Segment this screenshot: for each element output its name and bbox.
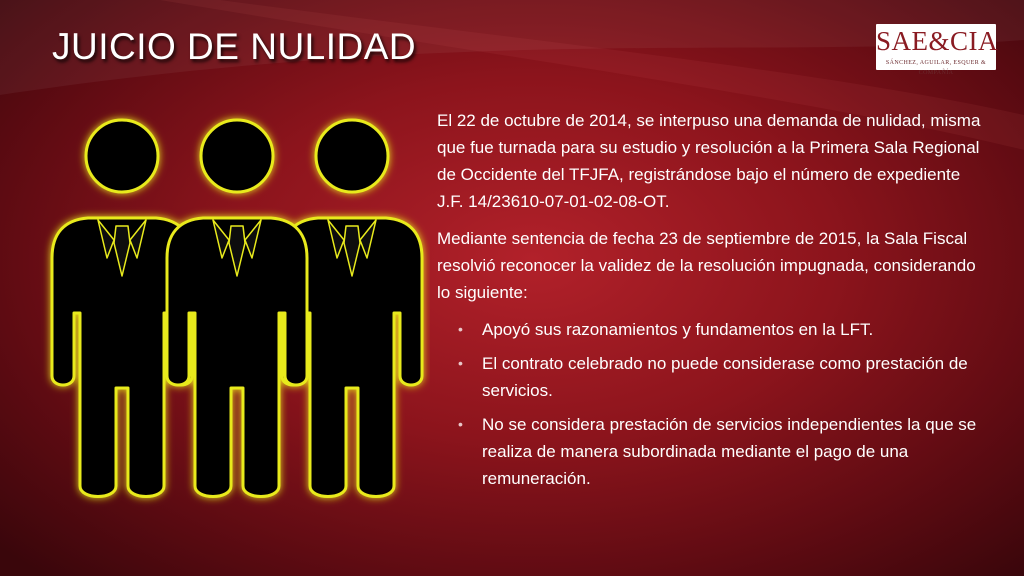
list-item-text: No se considera prestación de servicios independientes la que se realiza de manera subordinada mediante el pago de una remuneración. xyxy=(482,415,977,488)
list-item xyxy=(437,411,982,492)
slide-body xyxy=(437,107,982,499)
logo-wordmark: SAE&CIA xyxy=(876,26,999,56)
business-people-group-icon xyxy=(40,100,430,520)
bullet-icon: • xyxy=(458,321,463,337)
bullet-icon: • xyxy=(458,416,463,432)
person-figure-center xyxy=(167,120,307,497)
list-item xyxy=(437,350,982,404)
list-item-text: Apoyó sus razonamientos y fundamentos en la LFT. xyxy=(482,320,874,339)
paragraph-sentencia: Mediante sentencia de fecha 23 de septiembre de 2015, la Sala Fiscal resolvió reconocer la validez de la resolución impugnada, considerando lo siguiente: xyxy=(437,229,976,302)
list-item xyxy=(437,316,982,343)
considerations-list xyxy=(437,316,982,492)
company-logo xyxy=(876,24,999,76)
list-item-text: El contrato celebrado no puede considerase como prestación de servicios. xyxy=(482,354,968,400)
slide-title: JUICIO DE NULIDAD xyxy=(52,26,417,67)
paragraph-demanda: El 22 de octubre de 2014, se interpuso una demanda de nulidad, misma que fue turnada para su estudio y resolución a la Primera Sala Regional de Occidente del TFJFA, registrándose bajo el número de expediente J.F. 14/23610-07-01-02-08-OT. xyxy=(437,111,981,211)
logo-tagline: SÁNCHEZ, AGUILAR, ESQUER & COMPAÑÍA xyxy=(885,60,987,76)
bullet-icon: • xyxy=(458,355,463,371)
